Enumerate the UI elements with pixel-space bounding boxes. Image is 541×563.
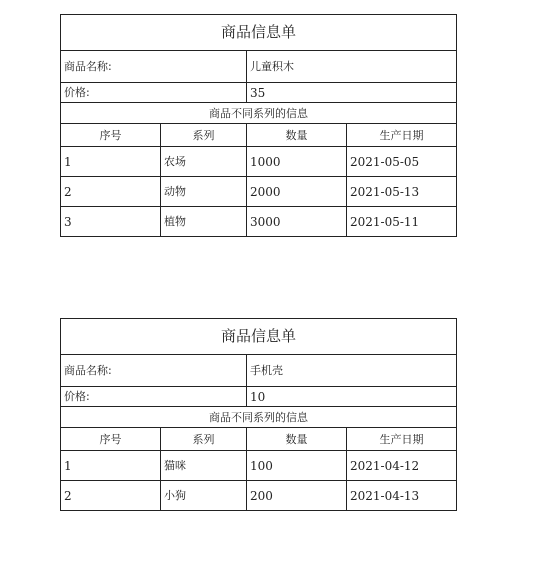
- cell-index: 1: [61, 451, 161, 481]
- cell-index: 1: [61, 147, 161, 177]
- cell-production-date: 2021-04-13: [347, 481, 457, 511]
- series-caption: 商品不同系列的信息: [61, 103, 457, 124]
- cell-index: 2: [61, 481, 161, 511]
- column-header-production-date: 生产日期: [347, 428, 457, 451]
- table-row: [61, 451, 457, 481]
- cell-quantity: 2000: [247, 177, 347, 207]
- column-header-series: 系列: [161, 428, 247, 451]
- product-name-label: 商品名称:: [61, 355, 247, 387]
- product-name-value: 儿童积木: [247, 51, 457, 83]
- cell-series: 动物: [161, 177, 247, 207]
- cell-series: 猫咪: [161, 451, 247, 481]
- cell-quantity: 100: [247, 451, 347, 481]
- cell-quantity: 200: [247, 481, 347, 511]
- price-value: 10: [247, 387, 457, 407]
- cell-index: 3: [61, 207, 161, 237]
- product-info-sheet: [60, 318, 457, 511]
- table-row: [61, 177, 457, 207]
- cell-index: 2: [61, 177, 161, 207]
- column-header-production-date: 生产日期: [347, 124, 457, 147]
- table-row: [61, 481, 457, 511]
- sheet-title: 商品信息单: [61, 15, 457, 51]
- sheet-title: 商品信息单: [61, 319, 457, 355]
- series-caption: 商品不同系列的信息: [61, 407, 457, 428]
- column-header-index: 序号: [61, 428, 161, 451]
- column-header-quantity: 数量: [247, 428, 347, 451]
- price-value: 35: [247, 83, 457, 103]
- cell-quantity: 1000: [247, 147, 347, 177]
- table-row: [61, 207, 457, 237]
- product-name-label: 商品名称:: [61, 51, 247, 83]
- cell-series: 植物: [161, 207, 247, 237]
- product-name-value: 手机壳: [247, 355, 457, 387]
- product-info-sheet: [60, 14, 457, 237]
- column-header-series: 系列: [161, 124, 247, 147]
- price-label: 价格:: [61, 387, 247, 407]
- table-row: [61, 147, 457, 177]
- column-header-quantity: 数量: [247, 124, 347, 147]
- cell-production-date: 2021-05-13: [347, 177, 457, 207]
- price-label: 价格:: [61, 83, 247, 103]
- cell-series: 农场: [161, 147, 247, 177]
- cell-production-date: 2021-04-12: [347, 451, 457, 481]
- cell-quantity: 3000: [247, 207, 347, 237]
- cell-production-date: 2021-05-11: [347, 207, 457, 237]
- cell-series: 小狗: [161, 481, 247, 511]
- cell-production-date: 2021-05-05: [347, 147, 457, 177]
- column-header-index: 序号: [61, 124, 161, 147]
